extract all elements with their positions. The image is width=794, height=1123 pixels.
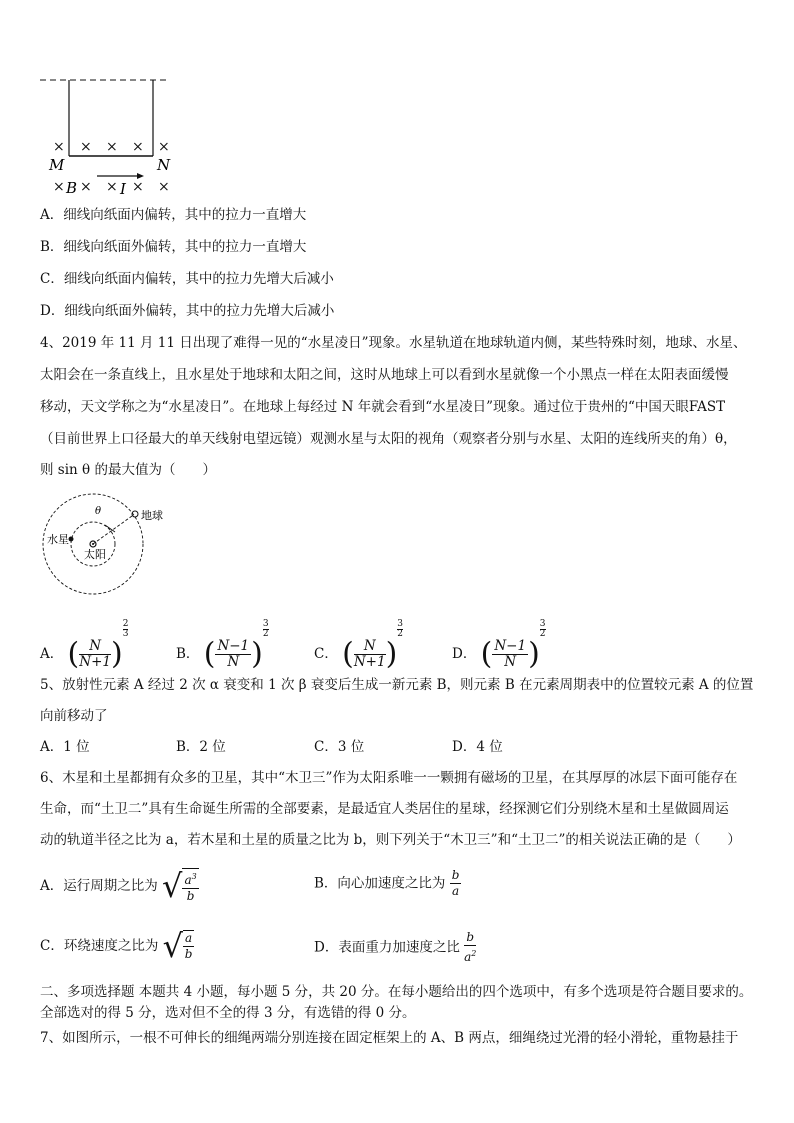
frac-denominator: a <box>464 950 472 964</box>
q5-option-b: B．2 位 <box>176 739 226 755</box>
frac-denominator: N+1 <box>79 654 111 670</box>
field-cross: × <box>80 179 92 195</box>
exp-num: 2 <box>122 619 129 629</box>
earth-label: 地球 <box>141 509 163 522</box>
q5-option-a: A．1 位 <box>40 739 90 755</box>
sqrt-sign: √ <box>162 867 183 905</box>
q6-option-c <box>40 927 194 965</box>
frac-denominator: a <box>451 884 460 898</box>
q4-text-line3: 移动，天文学称之为“水星凌日”。在地球上每经过 N 年就会看到“水星凌日”现象。通过位于贵州的“中国天眼FAST <box>40 399 726 415</box>
q4-option-a: A． ( $\frac{N}{N+1}$ ) $^{\frac{2}{3}}$ <box>40 619 129 672</box>
label-N: N <box>157 156 171 174</box>
field-cross: × <box>53 179 65 195</box>
q7-text-line1: 7、如图所示，一根不可伸长的细绳两端分别连接在固定框架上的 A、B 两点，细绳绕过光滑的轻小滑轮，重物悬挂于 <box>40 1030 739 1046</box>
field-cross: × <box>106 179 118 195</box>
q5-option-c: C．3 位 <box>314 739 365 755</box>
field-cross: × <box>132 139 144 155</box>
option-text: B．向心加速度之比为 <box>314 875 446 892</box>
q6-option-b <box>314 868 461 899</box>
frac-numerator: N <box>79 639 111 655</box>
frac-numerator: a <box>185 931 193 945</box>
label-B: B <box>66 179 78 195</box>
frac-numerator: N−1 <box>217 638 250 654</box>
label-M: M <box>49 156 65 174</box>
q5-text-line1: 5、放射性元素 A 经过 2 次 α 衰变和 1 次 β 衰变后生成一新元素 B，则元素 B 在元素周期表中的位置较元素 A 的位置 <box>40 677 754 693</box>
option-label: D． <box>452 646 477 662</box>
q4-option-d: D． ( $\frac{N-1}{N}$ ) $^{\frac{3}{2}}$ <box>452 619 546 672</box>
frac-denominator: N <box>504 654 517 670</box>
exp-num: 3 <box>262 619 269 629</box>
option-text: A．运行周期之比为 <box>40 878 158 894</box>
mercury-label: 水星 <box>47 533 69 546</box>
q4-text-line4: （目前世界上口径最大的单天线射电望远镜）观测水星与太阳的视角（观察者分别与水星、太阳的连线所夹的角）θ， <box>40 431 737 447</box>
exp-den: 2 <box>539 629 546 639</box>
q4-orbit-figure <box>40 492 180 612</box>
frac-denominator: N <box>227 654 240 670</box>
frac-denominator: b <box>184 947 193 961</box>
q3-option-d: D．细线向纸面外偏转，其中的拉力先增大后减小 <box>40 303 335 319</box>
exp-den: 3 <box>122 629 129 639</box>
frac-numerator: b <box>451 868 460 882</box>
option-label: A． <box>40 646 64 662</box>
frac-denominator: b <box>186 889 195 903</box>
frac-numerator: a <box>184 873 192 887</box>
q6-option-a <box>40 868 199 904</box>
section2-heading-line1: 二、多项选择题 本题共 4 小题，每小题 5 分，共 20 分。在每小题给出的四个选项中，有多个选项是符合题目要求的。 <box>40 984 753 1000</box>
option-text: C．环绕速度之比为 <box>40 938 159 954</box>
q4-text-line1: 4、2019 年 11 月 11 日出现了难得一见的“水星凌日”现象。水星轨道在地球轨道内侧，某些特殊时刻，地球、水星、 <box>40 335 747 351</box>
frac-numerator: N <box>354 639 386 655</box>
exponent: 2 <box>471 949 477 958</box>
field-cross: × <box>80 139 92 155</box>
field-cross: × <box>158 139 170 155</box>
frac-numerator: b <box>464 930 476 946</box>
q3-magnetic-field-figure <box>40 70 180 195</box>
option-label: B． <box>176 646 200 662</box>
field-cross: × <box>106 139 118 155</box>
exponent: 3 <box>191 872 197 881</box>
exp-num: 3 <box>397 619 404 629</box>
q6-text-line3: 动的轨道半径之比为 a，若木星和土星的质量之比为 b，则下列关于“木卫三”和“土卫二”的相关说法正确的是（ ） <box>40 832 741 848</box>
option-label: C． <box>314 646 338 662</box>
field-cross: × <box>132 179 144 195</box>
frac-denominator: N+1 <box>353 654 386 670</box>
sun-label: 太阳 <box>84 548 106 561</box>
q3-option-a: A．细线向纸面内偏转，其中的拉力一直增大 <box>40 207 307 223</box>
q5-text-line2: 向前移动了 <box>40 708 108 724</box>
exp-num: 3 <box>539 619 546 629</box>
exp-den: 2 <box>262 629 269 639</box>
q4-text-line2: 太阳会在一条直线上，且水星处于地球和太阳之间，这时从地球上可以看到水星就像一个小黑点一样在太阳表面缓慢 <box>40 367 729 383</box>
sqrt-sign: √ <box>162 927 184 965</box>
section2-heading-line2: 全部选对的得 5 分，选对但不全的得 3 分，有选错的得 0 分。 <box>40 1005 416 1021</box>
label-I: I <box>120 180 126 195</box>
q4-option-c: C． ( $\frac{N}{N+1}$ ) $^{\frac{3}{2}}$ <box>314 619 404 672</box>
q4-text-line5: 则 sin θ 的最大值为（ ） <box>40 462 216 478</box>
exp-den: 2 <box>397 629 404 639</box>
q6-text-line1: 6、木星和土星都拥有众多的卫星，其中“木卫三”作为太阳系唯一一颗拥有磁场的卫星，在其厚厚的冰层下面可能存在 <box>40 770 738 786</box>
option-text: D．表面重力加速度之比 <box>314 939 460 956</box>
theta-label: θ <box>95 506 102 517</box>
q5-option-d: D．4 位 <box>452 739 503 755</box>
q3-option-b: B．细线向纸面外偏转，其中的拉力一直增大 <box>40 239 307 255</box>
field-cross: × <box>53 139 65 155</box>
q6-option-d <box>314 930 476 965</box>
q4-option-b: B． ( $\frac{N-1}{N}$ ) $^{\frac{3}{2}}$ <box>176 619 269 672</box>
q3-option-c: C．细线向纸面内偏转，其中的拉力先增大后减小 <box>40 271 334 287</box>
field-cross: × <box>158 179 170 195</box>
q6-text-line2: 生命，而“土卫二”具有生命诞生所需的全部要素，是最适宜人类居住的星球，经探测它们分别绕木星和土星做圆周运 <box>40 801 729 817</box>
frac-numerator: N−1 <box>494 638 527 654</box>
